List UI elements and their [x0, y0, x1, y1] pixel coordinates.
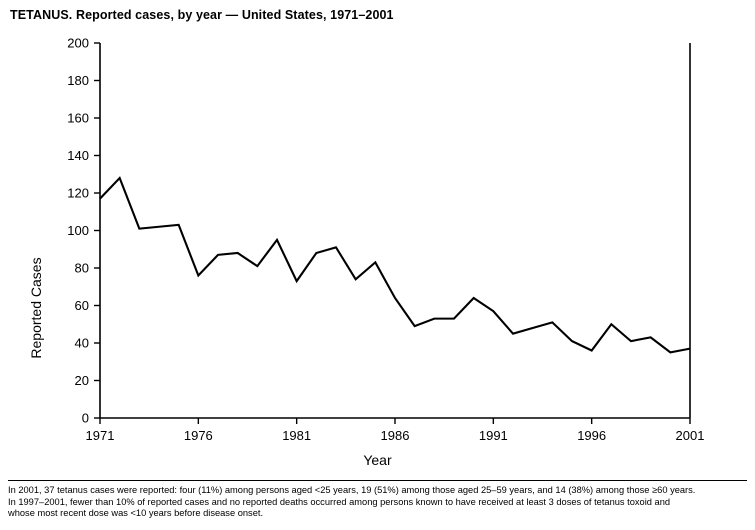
y-axis-label-wrap [28, 8, 44, 359]
footnote-line-1: In 2001, 37 tetanus cases were reported: four (11%) among persons aged <25 years, 19 (51%) among those aged 25–59 years, and 14 (38%) among those ≥60 years. [8, 485, 696, 495]
y-axis-label: Reported Cases [28, 257, 44, 359]
x-tick-label: 1991 [478, 428, 508, 443]
y-tick-label: 140 [67, 148, 89, 163]
plot-area [0, 28, 755, 448]
x-axis-ticks [86, 418, 705, 443]
x-axis-label: Year [363, 452, 392, 468]
x-tick-label: 1986 [380, 428, 410, 443]
y-tick-label: 200 [67, 35, 89, 51]
footnote-line-2: In 1997–2001, fewer than 10% of reported cases and no reported deaths occurred among persons known to have received at least 3 doses of tetanus toxoid and [8, 496, 671, 507]
y-tick-label: 80 [74, 260, 89, 276]
y-tick-label: 40 [74, 335, 89, 351]
y-tick-label: 120 [67, 185, 89, 201]
y-axis-ticks [67, 36, 100, 426]
y-tick-label: 160 [67, 110, 89, 126]
y-tick-label: 60 [74, 298, 89, 313]
chart-title: TETANUS. Reported cases, by year — United States, 1971–2001 [10, 8, 394, 22]
y-tick-label: 20 [74, 373, 89, 388]
x-tick-label: 1981 [282, 428, 312, 443]
y-tick-label: 180 [67, 73, 89, 88]
x-tick-label: 1976 [183, 428, 213, 443]
footnote-block [8, 485, 750, 520]
tetanus-line-chart [0, 28, 755, 448]
y-tick-label: 0 [81, 410, 89, 426]
footnote-line-3: whose most recent dose was <10 years before disease onset. [8, 508, 264, 519]
data-series-line [100, 178, 690, 352]
x-tick-label: 2001 [675, 428, 705, 443]
x-tick-label: 1971 [85, 428, 115, 443]
y-tick-label: 100 [67, 223, 89, 238]
x-tick-label: 1996 [577, 428, 607, 443]
footnote-divider [8, 480, 747, 481]
